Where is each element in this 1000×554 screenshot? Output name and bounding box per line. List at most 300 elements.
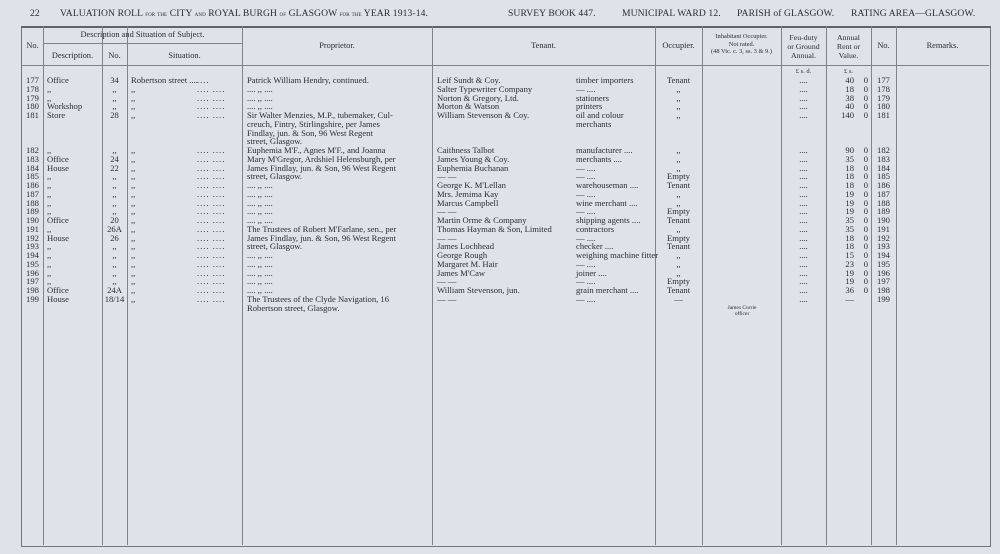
tenant-name: George K. M'Lellan — [437, 180, 506, 190]
occupier: Tenant — [666, 241, 691, 252]
situation-dots: .... .... — [197, 285, 226, 295]
description: ,, — [47, 92, 52, 103]
entry-no: 199 — [26, 293, 39, 304]
feu-duty: .... — [799, 258, 808, 269]
street-number: ,, — [112, 145, 117, 155]
description: Office — [47, 153, 69, 164]
annual-rent-pounds: 18 — [845, 171, 854, 182]
annual-rent-shillings: 0 — [863, 250, 868, 260]
street-number: 26 — [110, 232, 119, 243]
situation-dots: .... — [197, 75, 210, 85]
description: House — [47, 162, 69, 173]
occupier: Tenant — [666, 180, 691, 190]
feu-duty: .... — [799, 267, 808, 278]
situation: ,, — [131, 197, 136, 208]
feu-duty: .... — [799, 285, 808, 295]
entry-no-right: 191 — [877, 223, 890, 234]
entry-no-right: 197 — [877, 276, 890, 287]
annual-rent-shillings: 0 — [863, 206, 868, 217]
situation-dots: .... .... — [197, 223, 226, 234]
occupier: ,, — [676, 101, 681, 112]
col-header-tenant: Tenant. — [531, 41, 556, 50]
municipal-ward: MUNICIPAL WARD 12. — [622, 8, 721, 19]
description: ,, — [47, 145, 52, 155]
situation: ,, — [131, 171, 136, 182]
entry-no: 190 — [26, 215, 39, 225]
street-number: ,, — [112, 197, 117, 208]
street-number: ,, — [112, 267, 117, 278]
entry-no: 178 — [26, 83, 39, 94]
tenant-occupation: manufacturer .... — [576, 145, 633, 155]
feu-duty: .... — [799, 75, 808, 85]
tenant-name: Euphemia Buchanan — [437, 162, 509, 173]
situation-dots: .... .... — [197, 215, 226, 225]
feu-duty: .... — [799, 153, 808, 164]
street-number: 28 — [110, 110, 119, 120]
proprietor: Sir Walter Menzies, M.P., tubemaker, Cul- — [247, 110, 393, 120]
description: ,, — [47, 188, 52, 199]
entry-no: 185 — [26, 171, 39, 182]
feu-duty: .... — [799, 197, 808, 208]
annual-rent-pounds: 23 — [845, 258, 854, 269]
feu-duty: .... — [799, 250, 808, 260]
col-header-situation: Situation. — [168, 51, 201, 60]
tenant-occupation: merchants — [576, 118, 612, 129]
annual-rent-shillings: 0 — [863, 267, 868, 278]
situation-dots: .... .... — [197, 101, 226, 112]
annual-rent-pounds: 35 — [845, 153, 854, 164]
feu-duty: .... — [799, 110, 808, 120]
tenant-occupation: stationers — [576, 92, 609, 103]
feu-duty: .... — [799, 180, 808, 190]
proprietor: street, Glasgow. — [247, 241, 303, 252]
tenant-occupation: warehouseman .... — [576, 180, 639, 190]
annual-rent-pounds: — — [845, 293, 854, 304]
parish: PARISH of GLASGOW. — [737, 8, 835, 19]
col-header-no-right: No. — [877, 41, 890, 50]
annual-rent-shillings: 0 — [863, 276, 868, 287]
feu-duty: .... — [799, 162, 808, 173]
entry-no: 189 — [26, 206, 39, 217]
feu-duty: .... — [799, 92, 808, 103]
feu-duty: .... — [799, 145, 808, 155]
annual-rent-pounds: 18 — [845, 241, 854, 252]
feu-duty: .... — [799, 171, 808, 182]
entry-no-right: 183 — [877, 153, 890, 164]
entry-no: 188 — [26, 197, 39, 208]
entry-no-right: 181 — [877, 110, 890, 120]
annual-rent-shillings: 0 — [863, 241, 868, 252]
situation: ,, — [131, 206, 136, 217]
tenant-name: — — — [437, 206, 457, 217]
tenant-name: George Rough — [437, 250, 488, 260]
situation-dots: .... .... — [197, 188, 226, 199]
inhabitant-note: James Currie officer — [727, 305, 757, 317]
annual-rent-pounds: 19 — [845, 197, 854, 208]
entry-no: 187 — [26, 188, 39, 199]
occupier: ,, — [676, 258, 681, 269]
tenant-occupation: checker .... — [576, 241, 614, 252]
street-number: ,, — [112, 83, 117, 94]
proprietor: .... ,, .... — [247, 188, 273, 199]
situation: ,, — [131, 188, 136, 199]
tenant-occupation: timber importers — [576, 75, 634, 85]
situation-dots: .... .... — [197, 162, 226, 173]
occupier: ,, — [676, 223, 681, 234]
situation-dots: .... .... — [197, 250, 226, 260]
street-number: ,, — [112, 250, 117, 260]
proprietor: .... ,, .... — [247, 83, 273, 94]
tenant-occupation: — .... — [576, 83, 596, 94]
tenant-name: Leif Sundt & Coy. — [437, 75, 501, 85]
annual-rent-pounds: 140 — [841, 110, 854, 120]
tenant-occupation: joiner .... — [576, 267, 607, 278]
situation: ,, — [131, 285, 136, 295]
proprietor: .... ,, .... — [247, 206, 273, 217]
proprietor: Patrick William Hendry, continued. — [247, 75, 369, 85]
description: ,, — [47, 223, 52, 234]
proprietor: .... ,, .... — [247, 285, 273, 295]
entry-no-right: 179 — [877, 92, 890, 103]
entry-no: 179 — [26, 92, 39, 103]
situation: Robertson street .... — [131, 75, 198, 85]
situation: ,, — [131, 232, 136, 243]
tenant-name: William Stevenson & Coy. — [437, 110, 530, 120]
tenant-occupation: — .... — [576, 188, 596, 199]
annual-rent-shillings: 0 — [863, 75, 868, 85]
header-rule — [22, 65, 989, 66]
annual-rent-shillings: 0 — [863, 162, 868, 173]
col-header-remarks: Remarks. — [926, 41, 959, 50]
entry-no-right: 182 — [877, 145, 890, 155]
street-number: ,, — [112, 258, 117, 269]
annual-rent-shillings: 0 — [863, 153, 868, 164]
proprietor: Findlay, jun. & Son, 96 West Regent — [247, 127, 373, 138]
situation: ,, — [131, 101, 136, 112]
situation-dots: .... .... — [197, 145, 226, 155]
tenant-occupation: — .... — [576, 162, 596, 173]
occupier: ,, — [676, 250, 681, 260]
annual-rent-shillings: 0 — [863, 83, 868, 94]
proprietor: .... ,, .... — [247, 267, 273, 278]
annual-rent-pounds: 19 — [845, 206, 854, 217]
annual-rent-pounds: 38 — [845, 92, 854, 103]
description: ,, — [47, 206, 52, 217]
street-number: ,, — [112, 276, 117, 287]
page-header — [22, 8, 990, 22]
proprietor: .... ,, .... — [247, 197, 273, 208]
feu-duty: .... — [799, 83, 808, 94]
entry-no-right: 184 — [877, 162, 890, 173]
situation-dots: .... .... — [197, 92, 226, 103]
col-header-number: No. — [108, 51, 121, 60]
tenant-name: Norton & Gregory, Ltd. — [437, 92, 519, 103]
annual-rent-shillings: 0 — [863, 197, 868, 208]
feu-duty: .... — [799, 101, 808, 112]
situation-dots: .... .... — [197, 153, 226, 164]
tenant-name: James Lochhead — [437, 241, 495, 252]
entry-no-right: 177 — [877, 75, 890, 85]
proprietor: Mary M'Gregor, Ardshiel Helensburgh, per — [247, 153, 396, 164]
description: Workshop — [47, 101, 83, 112]
annual-rent-pounds: 35 — [845, 215, 854, 225]
rent-units: £ s. — [843, 68, 854, 75]
occupier: ,, — [676, 162, 681, 173]
situation: ,, — [131, 92, 136, 103]
occupier: ,, — [676, 153, 681, 164]
situation-dots: .... .... — [197, 241, 226, 252]
description: ,, — [47, 250, 52, 260]
description: Office — [47, 215, 69, 225]
occupier: ,, — [676, 145, 681, 155]
entry-no: 191 — [26, 223, 39, 234]
description: ,, — [47, 180, 52, 190]
occupier: ,, — [676, 110, 681, 120]
description: ,, — [47, 83, 52, 94]
proprietor: .... ,, .... — [247, 180, 273, 190]
occupier: ,, — [676, 267, 681, 278]
entry-no: 186 — [26, 180, 39, 190]
feu-units: £ s. d. — [795, 68, 812, 75]
proprietor: .... ,, .... — [247, 92, 273, 103]
proprietor: Euphemia M'F., Agnes M'F., and Joanna — [247, 145, 386, 155]
annual-rent-shillings: 0 — [863, 101, 868, 112]
proprietor: .... ,, .... — [247, 250, 273, 260]
occupier: Empty — [667, 232, 690, 243]
feu-duty: .... — [799, 223, 808, 234]
entry-no: 177 — [26, 75, 39, 85]
tenant-occupation: contractors — [576, 223, 615, 234]
street-number: 20 — [110, 215, 119, 225]
entry-no: 183 — [26, 153, 39, 164]
annual-rent-shillings: 0 — [863, 171, 868, 182]
entry-no-right: 193 — [877, 241, 890, 252]
entry-no-right: 192 — [877, 232, 890, 243]
description: ,, — [47, 267, 52, 278]
annual-rent-pounds: 19 — [845, 276, 854, 287]
entry-no-right: 180 — [877, 101, 890, 112]
entry-no-right: 187 — [877, 188, 890, 199]
situation: ,, — [131, 83, 136, 94]
col-header-description-group: Description and Situation of Subject. — [80, 30, 205, 39]
situation: ,, — [131, 258, 136, 269]
situation: ,, — [131, 162, 136, 173]
entry-no: 184 — [26, 162, 39, 173]
situation-dots: .... .... — [197, 110, 226, 120]
entry-no-right: 189 — [877, 206, 890, 217]
proprietor: James Findlay, jun. & Son, 96 West Regent — [247, 232, 396, 243]
situation-dots: .... .... — [197, 83, 226, 94]
proprietor: street, Glasgow. — [247, 136, 303, 147]
situation: ,, — [131, 153, 136, 164]
feu-duty: .... — [799, 232, 808, 243]
occupier: — — [674, 293, 683, 304]
description: ,, — [47, 258, 52, 269]
street-number: ,, — [112, 171, 117, 182]
proprietor: creuch, Fintry, Stirlingshire, per James — [247, 118, 380, 129]
situation: ,, — [131, 250, 136, 260]
proprietor: .... ,, .... — [247, 215, 273, 225]
street-number: 22 — [110, 162, 119, 173]
tenant-name: William Stevenson, jun. — [437, 285, 520, 295]
annual-rent-pounds: 18 — [845, 232, 854, 243]
feu-duty: .... — [799, 206, 808, 217]
annual-rent-pounds: 15 — [845, 250, 854, 260]
annual-rent-shillings: 0 — [863, 188, 868, 199]
situation: ,, — [131, 241, 136, 252]
proprietor: .... ,, .... — [247, 258, 273, 269]
entry-no-right: 196 — [877, 267, 890, 278]
table-row — [0, 111, 1000, 120]
street-number: 18/14 — [104, 293, 125, 304]
description: Office — [47, 285, 69, 295]
situation: ,, — [131, 293, 136, 304]
col-header-proprietor: Proprietor. — [319, 41, 355, 50]
table-row — [0, 304, 1000, 313]
situation: ,, — [131, 276, 136, 287]
tenant-name: Mrs. Jemima Kay — [437, 188, 499, 199]
tenant-occupation: — .... — [576, 206, 596, 217]
entry-no-right: 185 — [877, 171, 890, 182]
proprietor: The Trustees of Robert M'Farlane, sen., per — [247, 223, 397, 234]
tenant-name: Salter Typewriter Company — [437, 83, 533, 94]
annual-rent-shillings: 0 — [863, 180, 868, 190]
entry-no-right: 199 — [877, 293, 890, 304]
entry-no-right: 198 — [877, 285, 890, 295]
proprietor: James Findlay, jun. & Son, 96 West Regent — [247, 162, 396, 173]
col-header-description: Description. — [51, 51, 94, 60]
entry-no: 182 — [26, 145, 39, 155]
roll-title: VALUATION ROLL for the CITY and ROYAL BURGH of GLASGOW for the YEAR 1913-14. — [60, 8, 428, 19]
street-number: ,, — [112, 206, 117, 217]
tenant-name: — — — [437, 171, 457, 182]
feu-duty: .... — [799, 188, 808, 199]
col-header-feu-duty: Feu-duty or Ground Annual. — [787, 33, 820, 60]
proprietor: .... ,, .... — [247, 101, 273, 112]
situation-dots: .... .... — [197, 206, 226, 217]
entry-no: 192 — [26, 232, 39, 243]
feu-duty: .... — [799, 293, 808, 304]
entry-no: 181 — [26, 110, 39, 120]
tenant-occupation: — .... — [576, 293, 596, 304]
situation-dots: .... .... — [197, 267, 226, 278]
entry-no: 196 — [26, 267, 39, 278]
occupier: ,, — [676, 83, 681, 94]
entry-no-right: 190 — [877, 215, 890, 225]
feu-duty: .... — [799, 276, 808, 287]
tenant-occupation: grain merchant .... — [576, 285, 639, 295]
tenant-name: James M'Caw — [437, 267, 486, 278]
col-header-inhabitant: Inhabitant Occupier. Not rated. (48 Vic. c. 3, ss. 3 & 9.) — [711, 33, 772, 55]
proprietor: The Trustees of the Clyde Navigation, 16 — [247, 293, 390, 304]
street-number: ,, — [112, 241, 117, 252]
annual-rent-pounds: 19 — [845, 267, 854, 278]
annual-rent-shillings: 0 — [863, 215, 868, 225]
situation-dots: .... .... — [197, 276, 226, 287]
street-number: ,, — [112, 180, 117, 190]
entry-no: 197 — [26, 276, 39, 287]
entry-no-right: 186 — [877, 180, 890, 190]
entry-no: 194 — [26, 250, 39, 260]
tenant-occupation: — .... — [576, 276, 596, 287]
tenant-occupation: wine merchant .... — [576, 197, 638, 208]
tenant-name: Martin Orme & Company — [437, 215, 527, 225]
occupier: Tenant — [666, 75, 691, 85]
annual-rent-pounds: 36 — [845, 285, 854, 295]
situation: ,, — [131, 223, 136, 234]
tenant-name: Margaret M. Hair — [437, 258, 498, 269]
entry-no-right: 188 — [877, 197, 890, 208]
occupier: Tenant — [666, 215, 691, 225]
description: ,, — [47, 241, 52, 252]
annual-rent-pounds: 90 — [845, 145, 854, 155]
street-number: ,, — [112, 188, 117, 199]
annual-rent-pounds: 40 — [845, 101, 854, 112]
annual-rent-pounds: 18 — [845, 180, 854, 190]
header-subrule — [43, 43, 242, 44]
tenant-name: — — — [437, 232, 457, 243]
tenant-occupation: oil and colour — [576, 110, 624, 120]
annual-rent-shillings: 0 — [863, 285, 868, 295]
entry-no-right: 178 — [877, 83, 890, 94]
situation: ,, — [131, 180, 136, 190]
tenant-name: Thomas Hayman & Son, Limited — [437, 223, 552, 234]
proprietor: street, Glasgow. — [247, 171, 303, 182]
street-number: 34 — [110, 75, 119, 85]
situation-dots: .... .... — [197, 293, 226, 304]
occupier: Empty — [667, 206, 690, 217]
situation-dots: .... .... — [197, 197, 226, 208]
tenant-occupation: — .... — [576, 258, 596, 269]
street-number: 24A — [107, 285, 122, 295]
tenant-name: Caithness Talbot — [437, 145, 495, 155]
occupier: ,, — [676, 188, 681, 199]
situation-dots: .... .... — [197, 258, 226, 269]
col-header-annual-rent: Annual Rent or Value. — [836, 33, 861, 60]
description: Store — [47, 110, 66, 120]
occupier: Empty — [667, 276, 690, 287]
annual-rent-shillings: 0 — [863, 145, 868, 155]
tenant-name: James Young & Coy. — [437, 153, 510, 164]
tenant-occupation: weighing machine fitter — [576, 250, 659, 260]
tenant-occupation: — .... — [576, 171, 596, 182]
annual-rent-shillings: 0 — [863, 258, 868, 269]
annual-rent-shillings: 0 — [863, 110, 868, 120]
table-row — [0, 120, 1000, 129]
entry-no-right: 194 — [877, 250, 890, 260]
description: ,, — [47, 171, 52, 182]
street-number: ,, — [112, 101, 117, 112]
annual-rent-pounds: 18 — [845, 162, 854, 173]
description: ,, — [47, 276, 52, 287]
tenant-occupation: shipping agents .... — [576, 215, 641, 225]
annual-rent-shillings: 0 — [863, 223, 868, 234]
tenant-name: Marcus Campbell — [437, 197, 499, 208]
tenant-name: — — — [437, 293, 457, 304]
street-number: 24 — [110, 153, 119, 164]
feu-duty: .... — [799, 241, 808, 252]
situation: ,, — [131, 215, 136, 225]
rating-area: RATING AREA—GLASGOW. — [851, 8, 976, 19]
occupier: Tenant — [666, 285, 691, 295]
annual-rent-shillings: 0 — [863, 92, 868, 103]
survey-book: SURVEY BOOK 447. — [508, 8, 596, 19]
entry-no: 198 — [26, 285, 39, 295]
situation-dots: .... .... — [197, 171, 226, 182]
tenant-occupation: printers — [576, 101, 603, 112]
proprietor: Robertson street, Glasgow. — [247, 302, 340, 313]
table-row — [0, 129, 1000, 138]
